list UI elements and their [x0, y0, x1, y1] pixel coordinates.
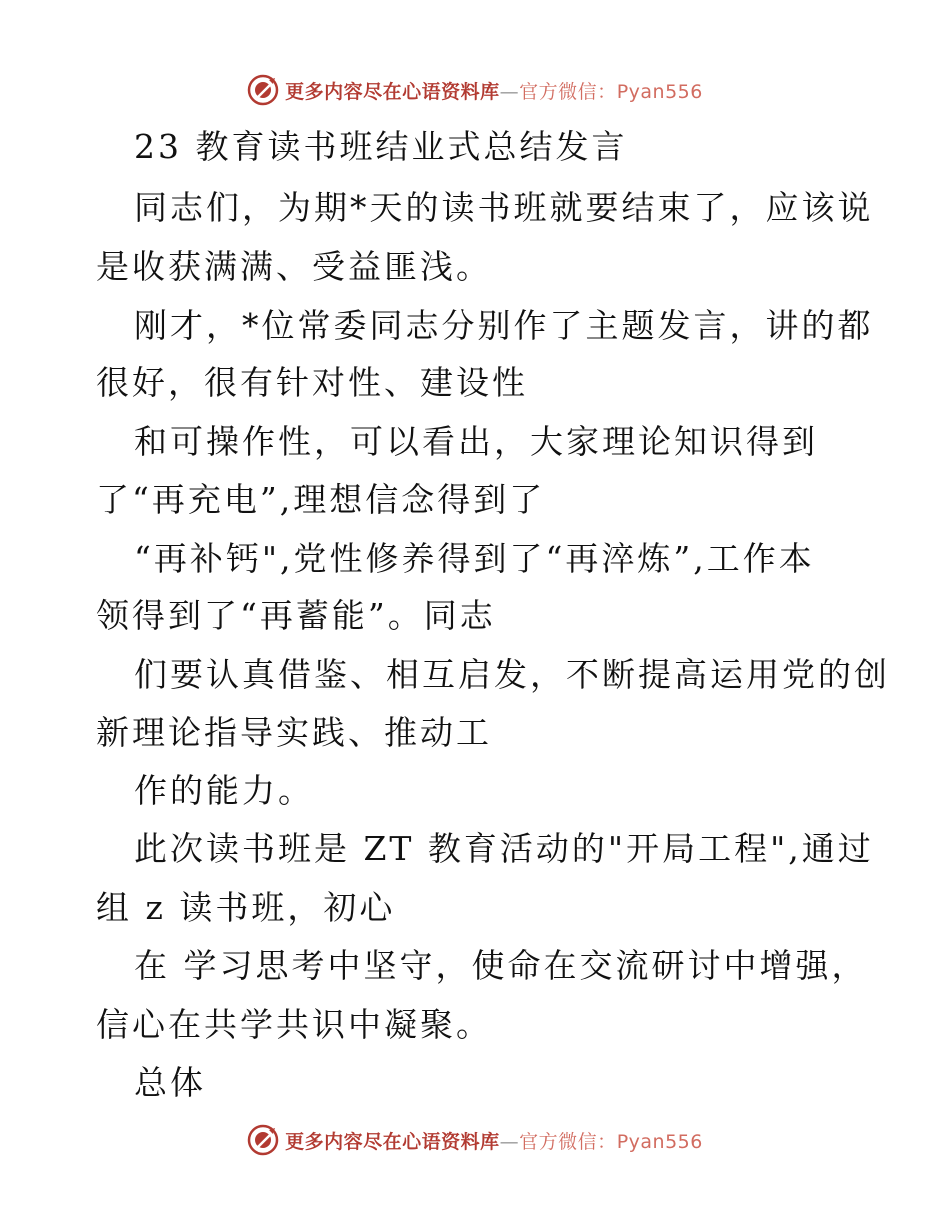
header-dash: — — [499, 80, 520, 103]
footer-account: Pyan556 — [616, 1130, 703, 1153]
text-line: 很好，很有针对性、建设性 — [96, 363, 528, 402]
footer-brand: 更多内容尽在心语资料库 — [285, 1130, 500, 1153]
header-banner — [0, 70, 950, 110]
document-title: 23 教育读书班结业式总结发言 — [134, 127, 628, 166]
text-line: 是收获满满、受益匪浅。 — [96, 247, 492, 286]
text-line: 总体 — [134, 1063, 206, 1102]
header-wechat-label: 官方微信： — [519, 80, 617, 103]
text-line: 和可操作性，可以看出，大家理论知识得到 — [134, 422, 818, 461]
footer-dash: — — [499, 1130, 520, 1153]
header-account: Pyan556 — [616, 80, 703, 103]
text-line: 组 z 读书班，初心 — [96, 888, 396, 927]
text-line: 作的能力。 — [134, 771, 314, 810]
text-line: 刚才，*位常委同志分别作了主题发言，讲的都 — [134, 306, 874, 345]
text-line: 在 学习思考中坚守，使命在交流研讨中增强， — [134, 946, 868, 985]
footer-banner — [0, 1120, 950, 1160]
text-line: 领得到了“再蓄能”。同志 — [96, 596, 496, 635]
text-line: 同志们，为期*天的读书班就要结束了，应该说 — [134, 188, 874, 227]
brand-logo-icon — [247, 1124, 279, 1156]
text-line: 们要认真借鉴、相互启发，不断提高运用党的创 — [134, 655, 890, 694]
footer-wechat-label: 官方微信： — [519, 1130, 617, 1153]
header-banner-text — [285, 77, 703, 104]
brand-logo-icon — [247, 74, 279, 106]
header-brand: 更多内容尽在心语资料库 — [285, 80, 500, 103]
text-line: 此次读书班是 ZT 教育活动的"开局工程",通过 — [134, 829, 874, 868]
text-line: “再补钙",党性修养得到了“再淬炼”,工作本 — [134, 539, 815, 578]
footer-banner-text — [285, 1127, 703, 1154]
text-line: 了“再充电”,理想信念得到了 — [96, 480, 546, 519]
text-line: 新理论指导实践、推动工 — [96, 713, 492, 752]
header-banner-content — [247, 74, 703, 106]
footer-banner-content — [247, 1124, 703, 1156]
text-line: 信心在共学共识中凝聚。 — [96, 1005, 492, 1044]
